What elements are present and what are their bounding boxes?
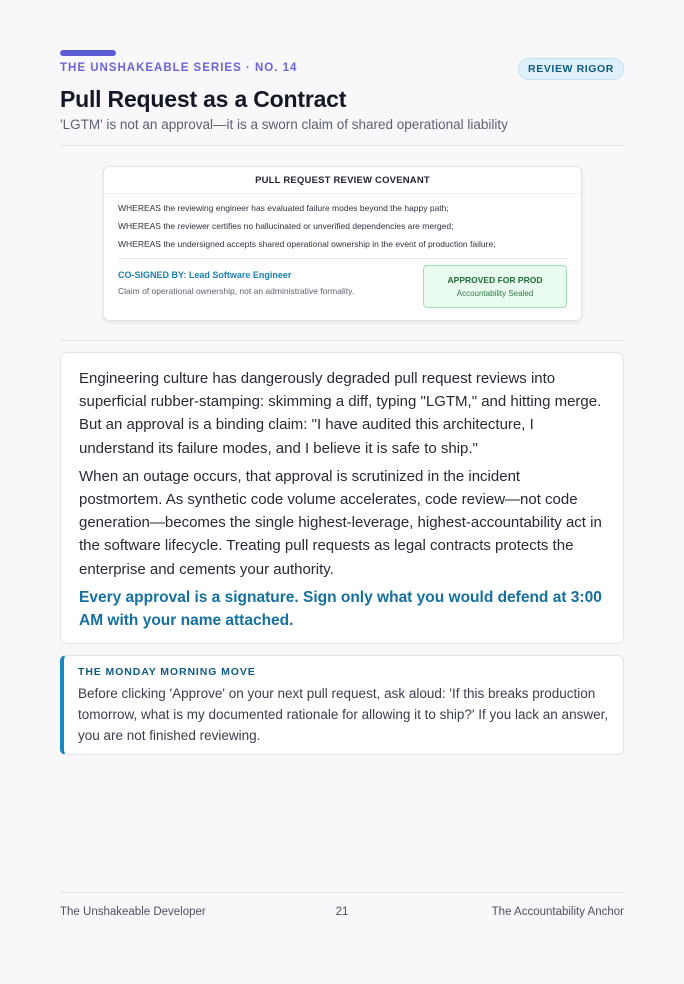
cosigned-note: Claim of operational ownership, not an administrative formality. bbox=[118, 286, 355, 296]
category-badge: REVIEW RIGOR bbox=[518, 58, 624, 80]
body-paragraph: When an outage occurs, that approval is scrutinized in the incident postmortem. As synthetic code volume accelerates, code review—not code generation—becomes the single highest-leverage, highest-accountability act in the software lifecycle. Treating pull requests as legal contracts protects the enterprise and cements your authority. bbox=[79, 467, 602, 578]
header-divider bbox=[60, 145, 624, 146]
cosigned-by: CO-SIGNED BY: Lead Software Engineer bbox=[118, 270, 292, 280]
callout-label: THE MONDAY MORNING MOVE bbox=[78, 666, 256, 678]
page-subtitle: 'LGTM' is not an approval—it is a sworn claim of shared operational liability bbox=[60, 117, 508, 132]
approved-stamp-subtitle: Accountability Sealed bbox=[456, 289, 534, 298]
covenant-clause: WHEREAS the reviewer certifies no hallucinated or unverified dependencies are merged; bbox=[118, 221, 454, 231]
covenant-clause: WHEREAS the undersigned accepts shared operational ownership in the event of production failure; bbox=[118, 239, 496, 249]
covenant-card bbox=[103, 166, 582, 321]
footer-chapter-title: The Accountability Anchor bbox=[491, 906, 624, 918]
footer-book-title: The Unshakeable Developer bbox=[60, 906, 206, 918]
page-title: Pull Request as a Contract bbox=[60, 86, 347, 112]
section-divider bbox=[60, 340, 624, 341]
approved-stamp bbox=[423, 265, 567, 308]
page-number: 21 bbox=[335, 906, 349, 918]
covenant-title: PULL REQUEST REVIEW COVENANT bbox=[255, 175, 430, 186]
accent-bar bbox=[60, 50, 116, 56]
approved-stamp-title: APPROVED FOR PROD bbox=[447, 275, 543, 285]
covenant-clause: WHEREAS the reviewing engineer has evaluated failure modes beyond the happy path; bbox=[118, 203, 449, 213]
covenant-title-divider bbox=[104, 193, 581, 194]
body-card bbox=[60, 352, 624, 644]
series-label: THE UNSHAKEABLE SERIES · NO. 14 bbox=[60, 62, 298, 74]
footer-divider bbox=[60, 892, 624, 893]
callout-text: Before clicking 'Approve' on your next pull request, ask aloud: 'If this breaks production tomorrow, what is my documented rationale for allowing it to ship?' If you lack an answer, you are not finished reviewing. bbox=[78, 686, 609, 743]
key-takeaway: Every approval is a signature. Sign only what you would defend at 3:00 AM with your name attached. bbox=[79, 588, 602, 630]
covenant-clauses bbox=[118, 199, 496, 253]
monday-move-callout bbox=[60, 655, 624, 755]
body-paragraph: Engineering culture has dangerously degraded pull request reviews into superficial rubber-stamping: skimming a diff, typing "LGTM," and hitting merge. But an approval is a binding claim: "I have audited this architecture, I understand its failure modes, and I believe it is safe to ship." bbox=[79, 370, 602, 457]
covenant-divider bbox=[118, 258, 568, 259]
page bbox=[60, 0, 624, 984]
